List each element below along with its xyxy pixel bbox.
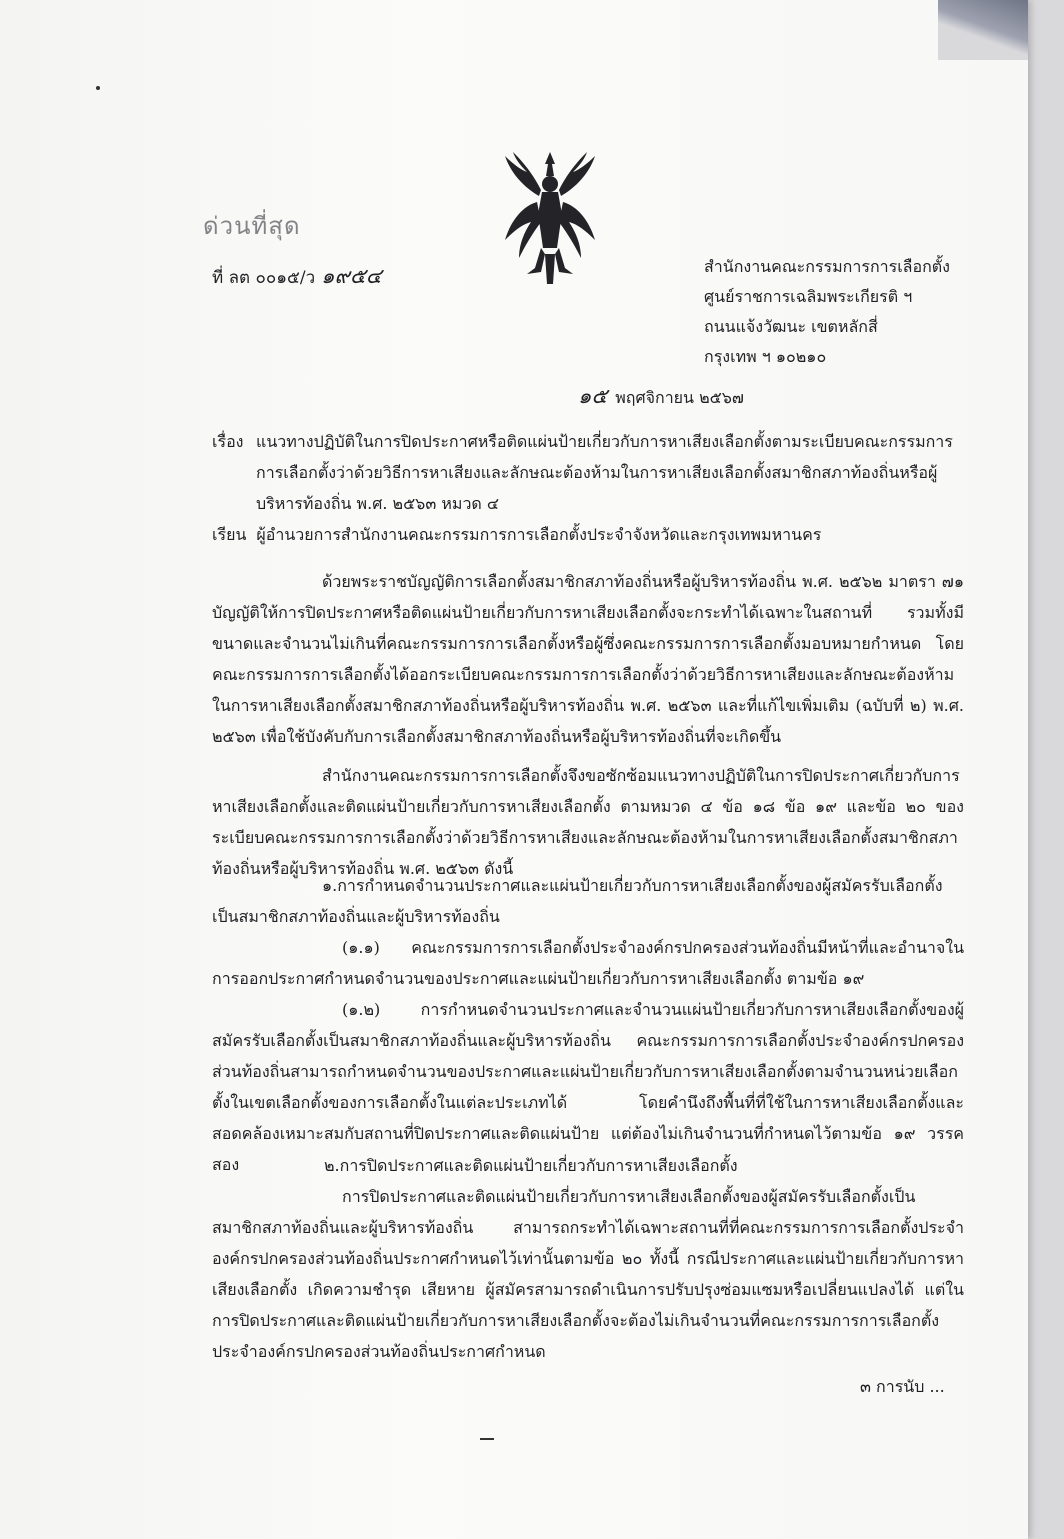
section-1-heading: ๑.การกำหนดจำนวนประกาศและแผ่นป้ายเกี่ยวกับการหาเสียงเลือกตั้งของผู้สมัครรับเลือกตั้งเป็นสมาชิกสภาท้องถิ่นและผู้บริหารท้องถิ่น — [212, 876, 943, 926]
document-number-prefix: ที่ ลต ๐๐๑๕/ว — [212, 268, 316, 288]
document-number — [212, 260, 382, 293]
sender-address — [704, 252, 950, 372]
recipient-text: ผู้อำนวยการสำนักงานคณะกรรมการการเลือกตั้งประจำจังหวัดและกรุงเทพมหานคร — [256, 525, 822, 544]
ink-speck — [96, 86, 100, 90]
date-day-handwritten: ๑๕ — [578, 384, 608, 408]
continuation-note: ๓ การนับ ... — [860, 1377, 945, 1396]
garuda-emblem-icon — [497, 150, 603, 286]
page-corner-shadow — [938, 0, 1028, 60]
address-line: สำนักงานคณะกรรมการการเลือกตั้ง — [704, 257, 950, 276]
body-paragraph-2: สำนักงานคณะกรรมการการเลือกตั้งจึงขอซักซ้อมแนวทางปฏิบัติในการปิดประกาศเกี่ยวกับการหาเสียงเลือกตั้งและติดแผ่นป้ายเกี่ยวกับการหาเสียงเลือกตั้ง ตามหมวด ๔ ข้อ ๑๘ ข้อ ๑๙ และข้อ ๒๐ ของระเบียบคณะกรรมการการเลือกตั้งว่าด้วยวิธีการหาเสียงและลักษณะต้องห้ามในการหาเสียงเลือกตั้งสมาชิกสภาท้องถิ่นหรือผู้บริหารท้องถิ่น พ.ศ. ๒๕๖๓ ดังนี้ — [212, 766, 964, 878]
subject-label: เรื่อง — [212, 432, 244, 451]
address-line: ถนนแจ้งวัฒนะ เขตหลักสี่ — [704, 317, 878, 336]
subsection-1-1: (๑.๑) คณะกรรมการการเลือกตั้งประจำองค์กรปกครองส่วนท้องถิ่นมีหน้าที่และอำนาจในการออกประกาศกำหนดจำนวนของประกาศและแผ่นป้ายเกี่ยวกับการหาเสียงเลือกตั้ง ตามข้อ ๑๙ — [212, 938, 964, 988]
date-month-year: พฤศจิกายน ๒๕๖๗ — [615, 388, 744, 407]
section-2-heading: ๒.การปิดประกาศและติดแผ่นป้ายเกี่ยวกับการหาเสียงเลือกตั้ง — [324, 1156, 738, 1175]
urgency-stamp: ด่วนที่สุด — [203, 212, 301, 240]
recipient-block — [212, 523, 821, 548]
subject-text: แนวทางปฏิบัติในการปิดประกาศหรือติดแผ่นป้ายเกี่ยวกับการหาเสียงเลือกตั้งตามระเบียบคณะกรรมการการเลือกตั้งว่าด้วยวิธีการหาเสียงและลักษณะต้องห้ามในการหาเสียงเลือกตั้งสมาชิกสภาท้องถิ่นหรือผู้บริหารท้องถิ่น พ.ศ. ๒๕๖๓ หมวด ๔ — [256, 432, 953, 513]
document-number-handwritten: ๑๙๕๔ — [321, 264, 382, 288]
page-mark — [480, 1438, 494, 1440]
body-paragraph-1: ด้วยพระราชบัญญัติการเลือกตั้งสมาชิกสภาท้องถิ่นหรือผู้บริหารท้องถิ่น พ.ศ. ๒๕๖๒ มาตรา ๗๑ บัญญัติให้การปิดประกาศหรือติดแผ่นป้ายเกี่ยวกับการหาเสียงเลือกตั้งจะกระทำได้เฉพาะในสถานที่ รวมทั้งมีขนาดและจำนวนไม่เกินที่คณะกรรมการการเลือกตั้งหรือผู้ซึ่งคณะกรรมการการเลือกตั้งมอบหมายกำหนด โดยคณะกรรมการการเลือกตั้งได้ออกระเบียบคณะกรรมการการเลือกตั้งว่าด้วยวิธีการหาเสียงและลักษณะต้องห้ามในการหาเสียงเลือกตั้งสมาชิกสภาท้องถิ่นหรือผู้บริหารท้องถิ่น พ.ศ. ๒๕๖๓ และที่แก้ไขเพิ่มเติม (ฉบับที่ ๒) พ.ศ. ๒๕๖๓ เพื่อใช้บังคับกับการเลือกตั้งสมาชิกสภาท้องถิ่นหรือผู้บริหารท้องถิ่นที่จะเกิดขึ้น — [212, 572, 964, 746]
section-2-paragraph: การปิดประกาศและติดแผ่นป้ายเกี่ยวกับการหาเสียงเลือกตั้งของผู้สมัครรับเลือกตั้งเป็นสมาชิกสภาท้องถิ่นและผู้บริหารท้องถิ่น สามารถกระทำได้เฉพาะสถานที่ที่คณะกรรมการการเลือกตั้งประจำองค์กรปกครองส่วนท้องถิ่นประกาศกำหนดไว้เท่านั้นตามข้อ ๒๐ ทั้งนี้ กรณีประกาศและแผ่นป้ายเกี่ยวกับการหาเสียงเลือกตั้ง เกิดความชำรุด เสียหาย ผู้สมัครสามารถดำเนินการปรับปรุงซ่อมแซมหรือเปลี่ยนแปลงได้ แต่ในการปิดประกาศและติดแผ่นป้ายเกี่ยวกับการหาเสียงเลือกตั้งจะต้องไม่เกินจำนวนที่คณะกรรมการการเลือกตั้งประจำองค์กรปกครองส่วนท้องถิ่นประกาศกำหนด — [212, 1187, 964, 1361]
subject-block — [212, 426, 972, 519]
subsection-1-2: (๑.๒) การกำหนดจำนวนประกาศและจำนวนแผ่นป้ายเกี่ยวกับการหาเสียงเลือกตั้งของผู้สมัครรับเลือกตั้งเป็นสมาชิกสภาท้องถิ่นและผู้บริหารท้องถิ่น คณะกรรมการการเลือกตั้งประจำองค์กรปกครองส่วนท้องถิ่นสามารถกำหนดจำนวนของประกาศและแผ่นป้ายเกี่ยวกับการหาเสียงเลือกตั้งตามจำนวนหน่วยเลือกตั้งในเขตเลือกตั้งของการเลือกตั้งในแต่ละประเภทได้ โดยคำนึงถึงพื้นที่ที่ใช้ในการหาเสียงเลือกตั้งและสอดคล้องเหมาะสมกับสถานที่ปิดประกาศและติดแผ่นป้าย แต่ต้องไม่เกินจำนวนที่กำหนดไว้ตามข้อ ๑๙ วรรคสอง — [212, 1000, 964, 1174]
address-line: ศูนย์ราชการเฉลิมพระเกียรติ ฯ — [704, 287, 913, 306]
recipient-label: เรียน — [212, 525, 247, 544]
document-date — [578, 380, 744, 413]
address-line: กรุงเทพ ฯ ๑๐๒๑๐ — [704, 347, 827, 366]
